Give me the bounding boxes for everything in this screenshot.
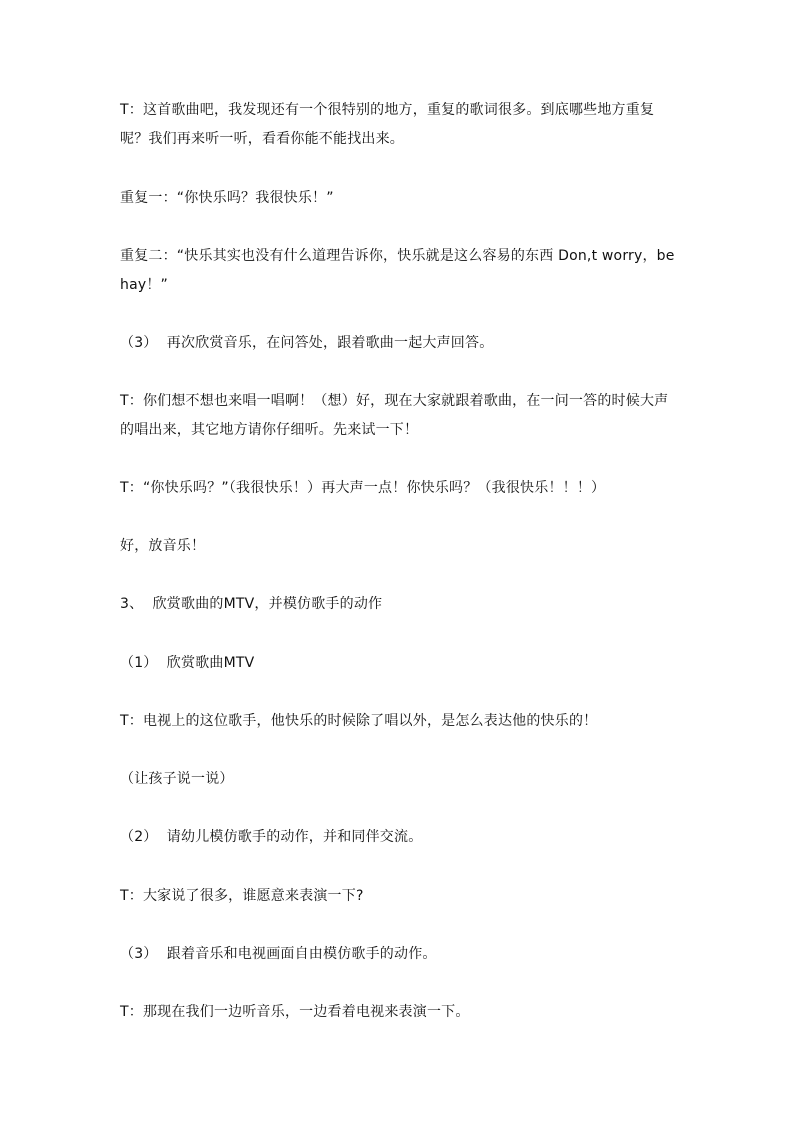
paragraph-teacher-perform: T：大家说了很多，谁愿意来表演一下? bbox=[120, 888, 364, 904]
paragraph-step-2-imitate: （2） 请幼儿模仿歌手的动作，并和同伴交流。 bbox=[120, 829, 423, 845]
paragraph-teacher-repeat-intro: T：这首歌曲吧，我发现还有一个很特别的地方，重复的歌词很多。到底哪些地方重复呢？我们再来听一听，看看你能不能找出来。 bbox=[120, 102, 655, 147]
paragraph-children-discuss: （让孩子说一说） bbox=[120, 771, 234, 787]
paragraph-repeat-one: 重复一：“你快乐吗？我很快乐！” bbox=[120, 190, 334, 206]
paragraph-teacher-singer: T：电视上的这位歌手，他快乐的时候除了唱以外，是怎么表达他的快乐的！ bbox=[120, 713, 598, 729]
paragraph-step-1-mtv: （1） 欣赏歌曲MTV bbox=[120, 655, 255, 671]
paragraph-step-3: （3） 再次欣赏音乐，在问答处，跟着歌曲一起大声回答。 bbox=[120, 335, 494, 351]
paragraph-play-music: 好，放音乐！ bbox=[120, 538, 206, 554]
paragraph-teacher-sing-along: T：你们想不想也来唱一唱啊！（想）好，现在大家就跟着歌曲，在一问一答的时候大声的唱出来，其它地方请你仔细听。先来试一下！ bbox=[120, 393, 669, 438]
section-heading-mtv: 3、 欣赏歌曲的MTV，并模仿歌手的动作 bbox=[120, 596, 383, 612]
paragraph-step-3-free: （3） 跟着音乐和电视画面自由模仿歌手的动作。 bbox=[120, 946, 437, 962]
paragraph-teacher-question: T：“你快乐吗？”（我很快乐！）再大声一点！你快乐吗？（我很快乐！！！） bbox=[120, 480, 606, 496]
paragraph-repeat-two: 重复二：“快乐其实也没有什么道理告诉你，快乐就是这么容易的东西 Don,t worry，be hay！” bbox=[120, 248, 684, 293]
paragraph-teacher-watch-tv: T：那现在我们一边听音乐，一边看着电视来表演一下。 bbox=[120, 1004, 470, 1020]
